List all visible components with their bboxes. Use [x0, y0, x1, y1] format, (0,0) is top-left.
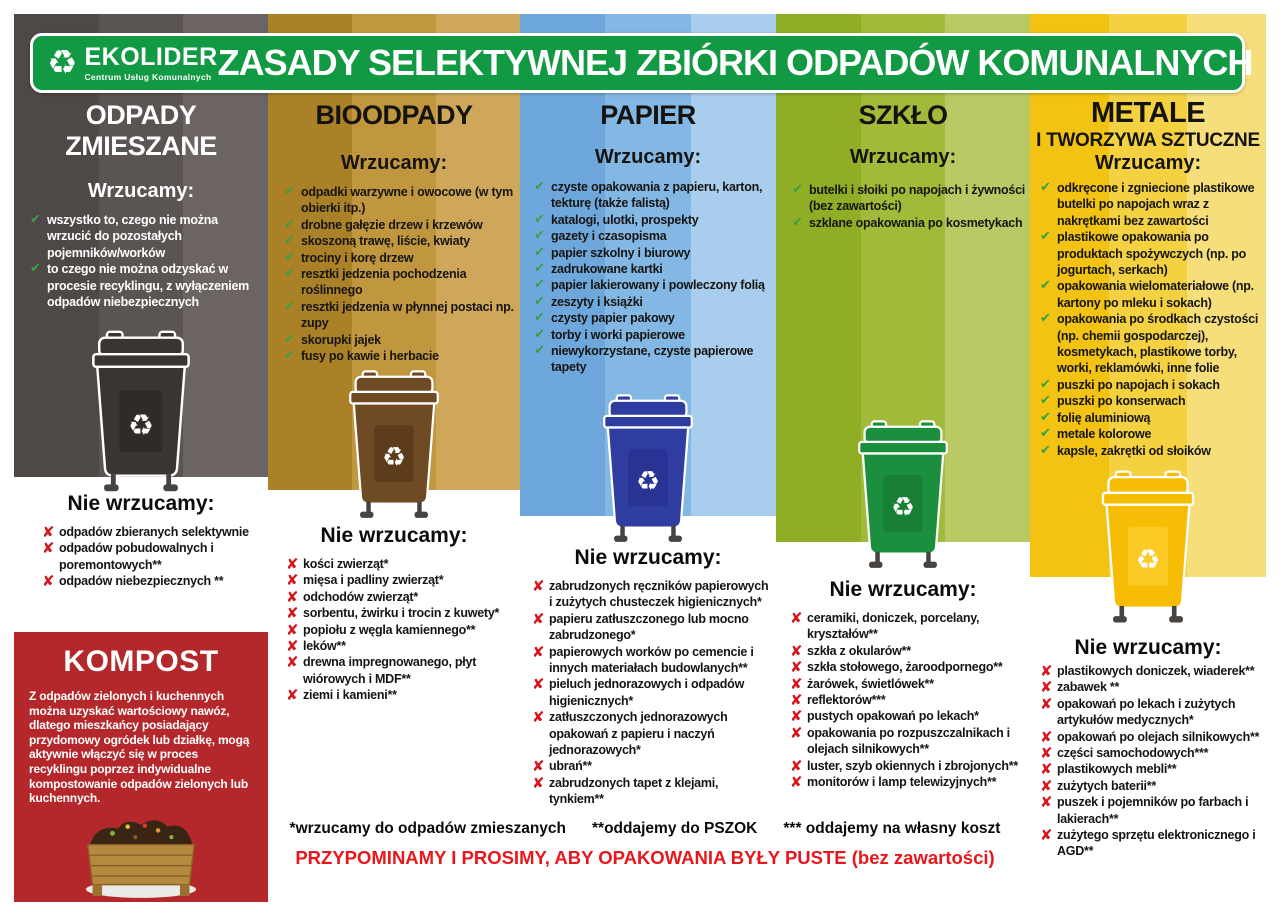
list-item: [790, 708, 1028, 724]
list-item-text: zatłuszczonych jednorazowych opakowań z papieru i naczyń jednorazowych*: [549, 710, 728, 758]
list-item-text: metale kolorowe: [1057, 427, 1152, 442]
kompost-title: KOMPOST: [63, 645, 219, 678]
waste-bin-paper: [581, 390, 715, 549]
recycle-icon: ♻: [127, 407, 155, 442]
throw-in-list: [30, 212, 262, 310]
dont-throw-list: [286, 556, 518, 704]
list-item: [1040, 696, 1264, 729]
list-item: [1040, 377, 1264, 393]
logo-subtitle: Centrum Usług Komunalnych: [84, 71, 212, 82]
list-item-text: opakowania po rozpuszczalnikach i olejach silnikowych**: [807, 725, 1010, 757]
dont-throw-list: [1040, 663, 1264, 860]
column-title: BIOODPADY: [315, 100, 473, 130]
column-title-line1: METALE: [1090, 97, 1206, 129]
list-item-text: reflektorów***: [807, 693, 886, 708]
list-item: [286, 687, 518, 703]
cross-icon: ✘: [286, 686, 299, 705]
list-item-text: katalogi, ulotki, prospekty: [551, 212, 699, 227]
list-item-text: puszki po konserwach: [1057, 394, 1186, 409]
footnote-2: **oddajemy do PSZOK: [592, 820, 758, 837]
list-item-text: ceramiki, doniczek, porcelany, kryształów**: [807, 611, 980, 642]
cross-icon: ✘: [42, 539, 55, 558]
list-item: [534, 212, 774, 228]
list-item-text: popiołu z węgla kamiennego**: [303, 622, 476, 637]
list-item-text: części samochodowych***: [1057, 746, 1209, 761]
check-icon: ✔: [284, 298, 295, 314]
throw-in-list: [1040, 180, 1264, 459]
waste-bin-glass: [836, 416, 970, 575]
dont-throw-list: [790, 610, 1028, 790]
list-item: [30, 261, 262, 310]
list-item: [534, 277, 774, 293]
list-item: [534, 228, 774, 244]
list-item: [790, 774, 1028, 790]
list-item-text: zeszyty i książki: [551, 294, 643, 309]
cross-icon: ✘: [286, 555, 299, 573]
list-item-text: to czego nie można odzyskać w procesie recyklingu, z wyłączeniem odpadów niebezpiecznych: [47, 262, 250, 310]
check-icon: ✔: [1040, 180, 1051, 195]
list-item-text: szkła stołowego, żaroodpornego**: [807, 660, 1003, 675]
list-item: [286, 622, 518, 638]
list-item: [532, 758, 774, 774]
check-icon: ✔: [284, 348, 295, 364]
column-metale-tworzywa: [1030, 0, 1266, 912]
throw-in-list: [284, 184, 518, 364]
list-item: [790, 758, 1028, 774]
check-icon: ✔: [284, 216, 295, 232]
cross-icon: ✘: [790, 756, 803, 775]
cross-icon: ✘: [790, 707, 803, 726]
list-item: [790, 643, 1028, 659]
list-item-text: papierowych worków po cemencie i innych materiałach budowlanych**: [549, 644, 754, 676]
throw-in-list: [792, 182, 1028, 231]
footnotes: [280, 820, 1010, 838]
list-item-text: kapsle, zakrętki od słoików: [1057, 443, 1211, 458]
check-icon: ✔: [534, 228, 545, 244]
list-item-text: puszki po napojach i sokach: [1057, 377, 1220, 392]
list-item-text: zabrudzonych ręczników papierowych i zużytych chusteczek higienicznych*: [549, 579, 769, 610]
check-icon: ✔: [534, 326, 545, 342]
header-bar: [30, 33, 1253, 93]
cross-icon: ✘: [286, 653, 299, 672]
list-item-text: ziemi i kamieni**: [303, 688, 397, 703]
list-item: [1040, 180, 1264, 229]
cross-icon: ✘: [1040, 776, 1053, 795]
list-item: [284, 250, 518, 266]
list-item-text: odpadki warzywne i owocowe (w tym obierki itp.): [301, 185, 513, 216]
list-item-text: zużytego sprzętu elektronicznego i AGD**: [1057, 828, 1256, 859]
cross-icon: ✘: [790, 773, 803, 792]
list-item-text: papier szkolny i biurowy: [551, 245, 691, 260]
list-item: [286, 589, 518, 605]
list-item-text: odkręcone i zgniecione plastikowe butelki po napojach wraz z nakrętkami bez zawartości: [1057, 181, 1255, 228]
list-item-text: pustych opakowań po lekach*: [807, 709, 979, 724]
column-szklo: [776, 0, 1030, 912]
check-icon: ✔: [1040, 409, 1051, 425]
list-item-text: odpadów niebezpiecznych **: [59, 574, 224, 589]
list-item-text: odpadów pobudowalnych i poremontowych**: [59, 541, 214, 572]
check-icon: ✔: [1040, 376, 1051, 392]
check-icon: ✔: [30, 261, 41, 277]
footnote-3: *** oddajemy na własny koszt: [783, 820, 1001, 837]
cross-icon: ✘: [1040, 826, 1053, 845]
dont-throw-list: [42, 524, 266, 590]
list-item-text: zadrukowane kartki: [551, 262, 663, 277]
list-item-text: niewykorzystane, czyste papierowe tapety: [551, 344, 754, 375]
cross-icon: ✘: [790, 641, 803, 660]
list-item-text: drobne gałęzie drzew i krzewów: [301, 217, 483, 232]
throw-in-heading: Wrzucamy:: [594, 146, 702, 168]
list-item: [42, 573, 266, 589]
list-item-text: zużytych baterii**: [1057, 778, 1157, 793]
check-icon: ✔: [284, 184, 295, 199]
recycle-icon: ♻: [381, 442, 407, 474]
cross-icon: ✘: [532, 577, 545, 595]
list-item-text: ubrań**: [549, 759, 592, 774]
cross-icon: ✘: [790, 723, 803, 742]
list-item: [1040, 311, 1264, 377]
kompost-text: Z odpadów zielonych i kuchennych można uzyskać wartościowy nawóz, dlatego mieszkańcy posiadający przydomowy ogródek lub działkę, mogą aktywnie włączyć się w proces recyklingu poprzez indywidualne kompostowanie odpadów zielonych lub kuchennych.: [29, 689, 250, 806]
dont-throw-heading: Nie wrzucamy:: [67, 492, 215, 515]
check-icon: ✔: [534, 293, 545, 309]
list-item-text: kości zwierząt*: [303, 557, 389, 571]
list-item: [1040, 663, 1264, 679]
cross-icon: ✘: [790, 609, 803, 627]
list-item: [792, 215, 1028, 231]
footnote-1: *wrzucamy do odpadów zmieszanych: [289, 820, 567, 837]
column-papier: [520, 0, 776, 912]
check-icon: ✔: [534, 261, 545, 277]
list-item-text: plastikowych doniczek, wiaderek**: [1057, 664, 1255, 678]
list-item-text: luster, szyb okiennych i zbrojonych**: [807, 758, 1018, 773]
cross-icon: ✘: [790, 674, 803, 693]
list-item: [534, 245, 774, 261]
list-item: [286, 556, 518, 572]
list-item: [284, 299, 518, 332]
throw-in-heading: Wrzucamy:: [87, 180, 195, 202]
list-item-text: skoszoną trawę, liście, kwiaty: [301, 234, 470, 249]
dont-throw-heading: Nie wrzucamy:: [829, 578, 977, 601]
list-item: [1040, 278, 1264, 311]
list-item-text: opakowania po środkach czystości (np. chemii gospodarczej), kosmetykach, plastikowe torby, worki, reklamówki, inne folie: [1057, 312, 1259, 376]
check-icon: ✔: [534, 179, 545, 194]
list-item: [534, 261, 774, 277]
list-item-text: zabawek **: [1057, 680, 1120, 695]
cross-icon: ✘: [532, 642, 545, 661]
list-item-text: papier lakierowany i powleczony folią: [551, 278, 765, 293]
check-icon: ✔: [534, 211, 545, 227]
list-item: [532, 644, 774, 677]
logo-name: EKOLIDER: [84, 42, 218, 71]
list-item-text: plastikowych mebli**: [1057, 762, 1177, 777]
kompost-box: [14, 632, 268, 902]
recycle-logo-icon: ♻: [47, 43, 78, 83]
check-icon: ✔: [1040, 442, 1051, 458]
list-item-text: torby i worki papierowe: [551, 327, 685, 342]
cross-icon: ✘: [532, 675, 545, 694]
list-item: [1040, 393, 1264, 409]
list-item: [284, 233, 518, 249]
list-item: [286, 638, 518, 654]
cross-icon: ✘: [1040, 727, 1053, 746]
list-item: [534, 343, 774, 376]
cross-icon: ✘: [532, 609, 545, 628]
list-item: [1040, 778, 1264, 794]
check-icon: ✔: [792, 214, 803, 230]
list-item: [286, 654, 518, 687]
list-item-text: gazety i czasopisma: [551, 229, 667, 244]
throw-in-heading: Wrzucamy:: [849, 146, 957, 168]
list-item-text: mięsa i padliny zwierząt*: [303, 573, 444, 588]
list-item: [532, 676, 774, 709]
reminder-text: PRZYPOMINAMY I PROSIMY, ABY OPAKOWANIA BYŁY PUSTE (bez zawartości): [295, 847, 995, 868]
list-item: [1040, 794, 1264, 827]
list-item: [1040, 679, 1264, 695]
list-item-text: fusy po kawie i herbacie: [301, 349, 439, 364]
cross-icon: ✘: [532, 708, 545, 727]
list-item: [1040, 426, 1264, 442]
cross-icon: ✘: [1040, 793, 1053, 812]
check-icon: ✔: [534, 244, 545, 260]
cross-icon: ✘: [286, 604, 299, 623]
list-item: [790, 659, 1028, 675]
list-item-text: drewna impregnowanego, płyt wiórowych i MDF**: [303, 655, 477, 686]
ekolider-logo: [47, 42, 218, 83]
dont-throw-list: [532, 578, 774, 808]
list-item: [42, 540, 266, 573]
column-title: [14, 100, 268, 162]
cross-icon: ✘: [1040, 678, 1053, 697]
cross-icon: ✘: [286, 571, 299, 590]
list-item-text: folię aluminiową: [1057, 410, 1151, 425]
list-item-text: wszystko to, czego nie można wrzucić do pozostałych pojemników/worków: [47, 213, 218, 260]
list-item-text: leków**: [303, 639, 346, 654]
list-item-text: monitorów i lamp telewizyjnych**: [807, 775, 997, 790]
list-item: [1040, 443, 1264, 459]
list-item-text: skorupki jajek: [301, 332, 381, 347]
list-item-text: opakowania wielomateriałowe (np. kartony po mleku i sokach): [1057, 279, 1254, 310]
list-item: [534, 327, 774, 343]
list-item: [284, 217, 518, 233]
list-item: [1040, 410, 1264, 426]
waste-bin-mixed: [68, 326, 214, 499]
column-title: [1030, 97, 1266, 152]
cross-icon: ✘: [790, 658, 803, 677]
cross-icon: ✘: [532, 773, 545, 792]
cross-icon: ✘: [286, 620, 299, 639]
list-item: [286, 572, 518, 588]
recycle-icon: ♻: [635, 466, 661, 498]
list-item-text: resztki jedzenia pochodzenia roślinnego: [301, 267, 467, 298]
check-icon: ✔: [534, 310, 545, 326]
list-item: [1040, 729, 1264, 745]
list-item-text: szkła z okularów**: [807, 643, 911, 658]
list-item: [532, 709, 774, 758]
column-bioodpady: [268, 0, 520, 912]
list-item: [1040, 229, 1264, 278]
list-item: [792, 182, 1028, 215]
list-item: [532, 775, 774, 808]
cross-icon: ✘: [286, 637, 299, 656]
check-icon: ✔: [1040, 278, 1051, 294]
list-item: [790, 610, 1028, 643]
check-icon: ✔: [534, 343, 545, 359]
cross-icon: ✘: [790, 691, 803, 710]
list-item-text: butelki i słoiki po napojach i żywności (bez zawartości): [809, 183, 1025, 214]
check-icon: ✔: [1040, 426, 1051, 442]
list-item-text: puszek i pojemników po farbach i lakierach**: [1057, 795, 1249, 826]
list-item: [284, 348, 518, 364]
cross-icon: ✘: [286, 587, 299, 606]
column-odpady-zmieszane: [14, 0, 268, 912]
poster-title: ZASADY SELEKTYWNEJ ZBIÓRKI ODPADÓW KOMUNALNYCH: [217, 42, 1253, 83]
list-item-text: czysty papier pakowy: [551, 311, 675, 326]
column-title: PAPIER: [600, 100, 696, 130]
list-item-text: odchodów zwierząt*: [303, 589, 418, 604]
list-item-text: opakowań po lekach i zużytych artykułów medycznych*: [1057, 696, 1236, 728]
column-title-line1: ODPADY: [85, 100, 197, 130]
check-icon: ✔: [1040, 393, 1051, 409]
dont-throw-heading: Nie wrzucamy:: [1074, 636, 1222, 659]
list-item: [42, 524, 266, 540]
list-item: [534, 179, 774, 212]
list-item-text: resztki jedzenia w płynnej postaci np. zupy: [301, 299, 514, 331]
list-item-text: sorbentu, żwirku i trocin z kuwety*: [303, 606, 500, 621]
recycle-icon: ♻: [1135, 543, 1161, 577]
list-item-text: odpadów zbieranych selektywnie: [59, 525, 249, 539]
list-item-text: papieru zatłuszczonego lub mocno zabrudzonego*: [549, 611, 749, 643]
list-item-text: żarówek, świetlówek**: [807, 676, 934, 691]
recycle-icon: ♻: [890, 492, 916, 524]
dont-throw-heading: Nie wrzucamy:: [574, 546, 722, 569]
list-item-text: zabrudzonych tapet z klejami, tynkiem**: [549, 775, 719, 807]
list-item: [534, 310, 774, 326]
list-item-text: czyste opakowania z papieru, karton, tekturę (także falistą): [551, 180, 763, 211]
cross-icon: ✘: [1040, 744, 1053, 763]
column-title-line2: I TWORZYWA SZTUCZNE: [1036, 130, 1260, 152]
column-title-line2: ZMIESZANE: [65, 131, 217, 162]
list-item: [790, 692, 1028, 708]
cross-icon: ✘: [1040, 694, 1053, 713]
list-item: [1040, 745, 1264, 761]
check-icon: ✔: [1040, 311, 1051, 327]
waste-bin-bio: [327, 366, 461, 525]
compost-illustration: [65, 797, 217, 900]
list-item: [284, 266, 518, 299]
check-icon: ✔: [534, 277, 545, 293]
list-item-text: pieluch jednorazowych i odpadów higienicznych*: [549, 677, 745, 708]
dont-throw-heading: Nie wrzucamy:: [320, 524, 468, 547]
check-icon: ✔: [30, 212, 41, 227]
cross-icon: ✘: [42, 523, 55, 541]
list-item: [532, 611, 774, 644]
list-item: [30, 212, 262, 261]
list-item: [1040, 827, 1264, 860]
list-item: [534, 294, 774, 310]
check-icon: ✔: [284, 233, 295, 249]
list-item: [1040, 761, 1264, 777]
list-item-text: szklane opakowania po kosmetykach: [809, 215, 1023, 230]
cross-icon: ✘: [1040, 760, 1053, 779]
cross-icon: ✘: [532, 757, 545, 776]
list-item-text: trociny i korę drzew: [301, 250, 414, 265]
cross-icon: ✘: [1040, 662, 1053, 680]
check-icon: ✔: [1040, 229, 1051, 245]
check-icon: ✔: [284, 249, 295, 265]
list-item: [284, 184, 518, 217]
list-item: [790, 725, 1028, 758]
waste-bin-metal-plastic: [1079, 466, 1217, 630]
throw-in-heading: Wrzucamy:: [1094, 152, 1202, 174]
list-item: [532, 578, 774, 611]
list-item: [790, 676, 1028, 692]
list-item-text: plastikowe opakowania po produktach spożywczych (np. po jogurtach, serkach): [1057, 230, 1247, 278]
list-item-text: opakowań po olejach silnikowych**: [1057, 729, 1260, 744]
column-title: SZKŁO: [858, 100, 948, 130]
check-icon: ✔: [284, 266, 295, 282]
check-icon: ✔: [284, 331, 295, 347]
list-item: [286, 605, 518, 621]
throw-in-list: [534, 179, 774, 376]
cross-icon: ✘: [42, 572, 55, 591]
throw-in-heading: Wrzucamy:: [340, 152, 448, 174]
list-item: [284, 332, 518, 348]
check-icon: ✔: [792, 182, 803, 197]
